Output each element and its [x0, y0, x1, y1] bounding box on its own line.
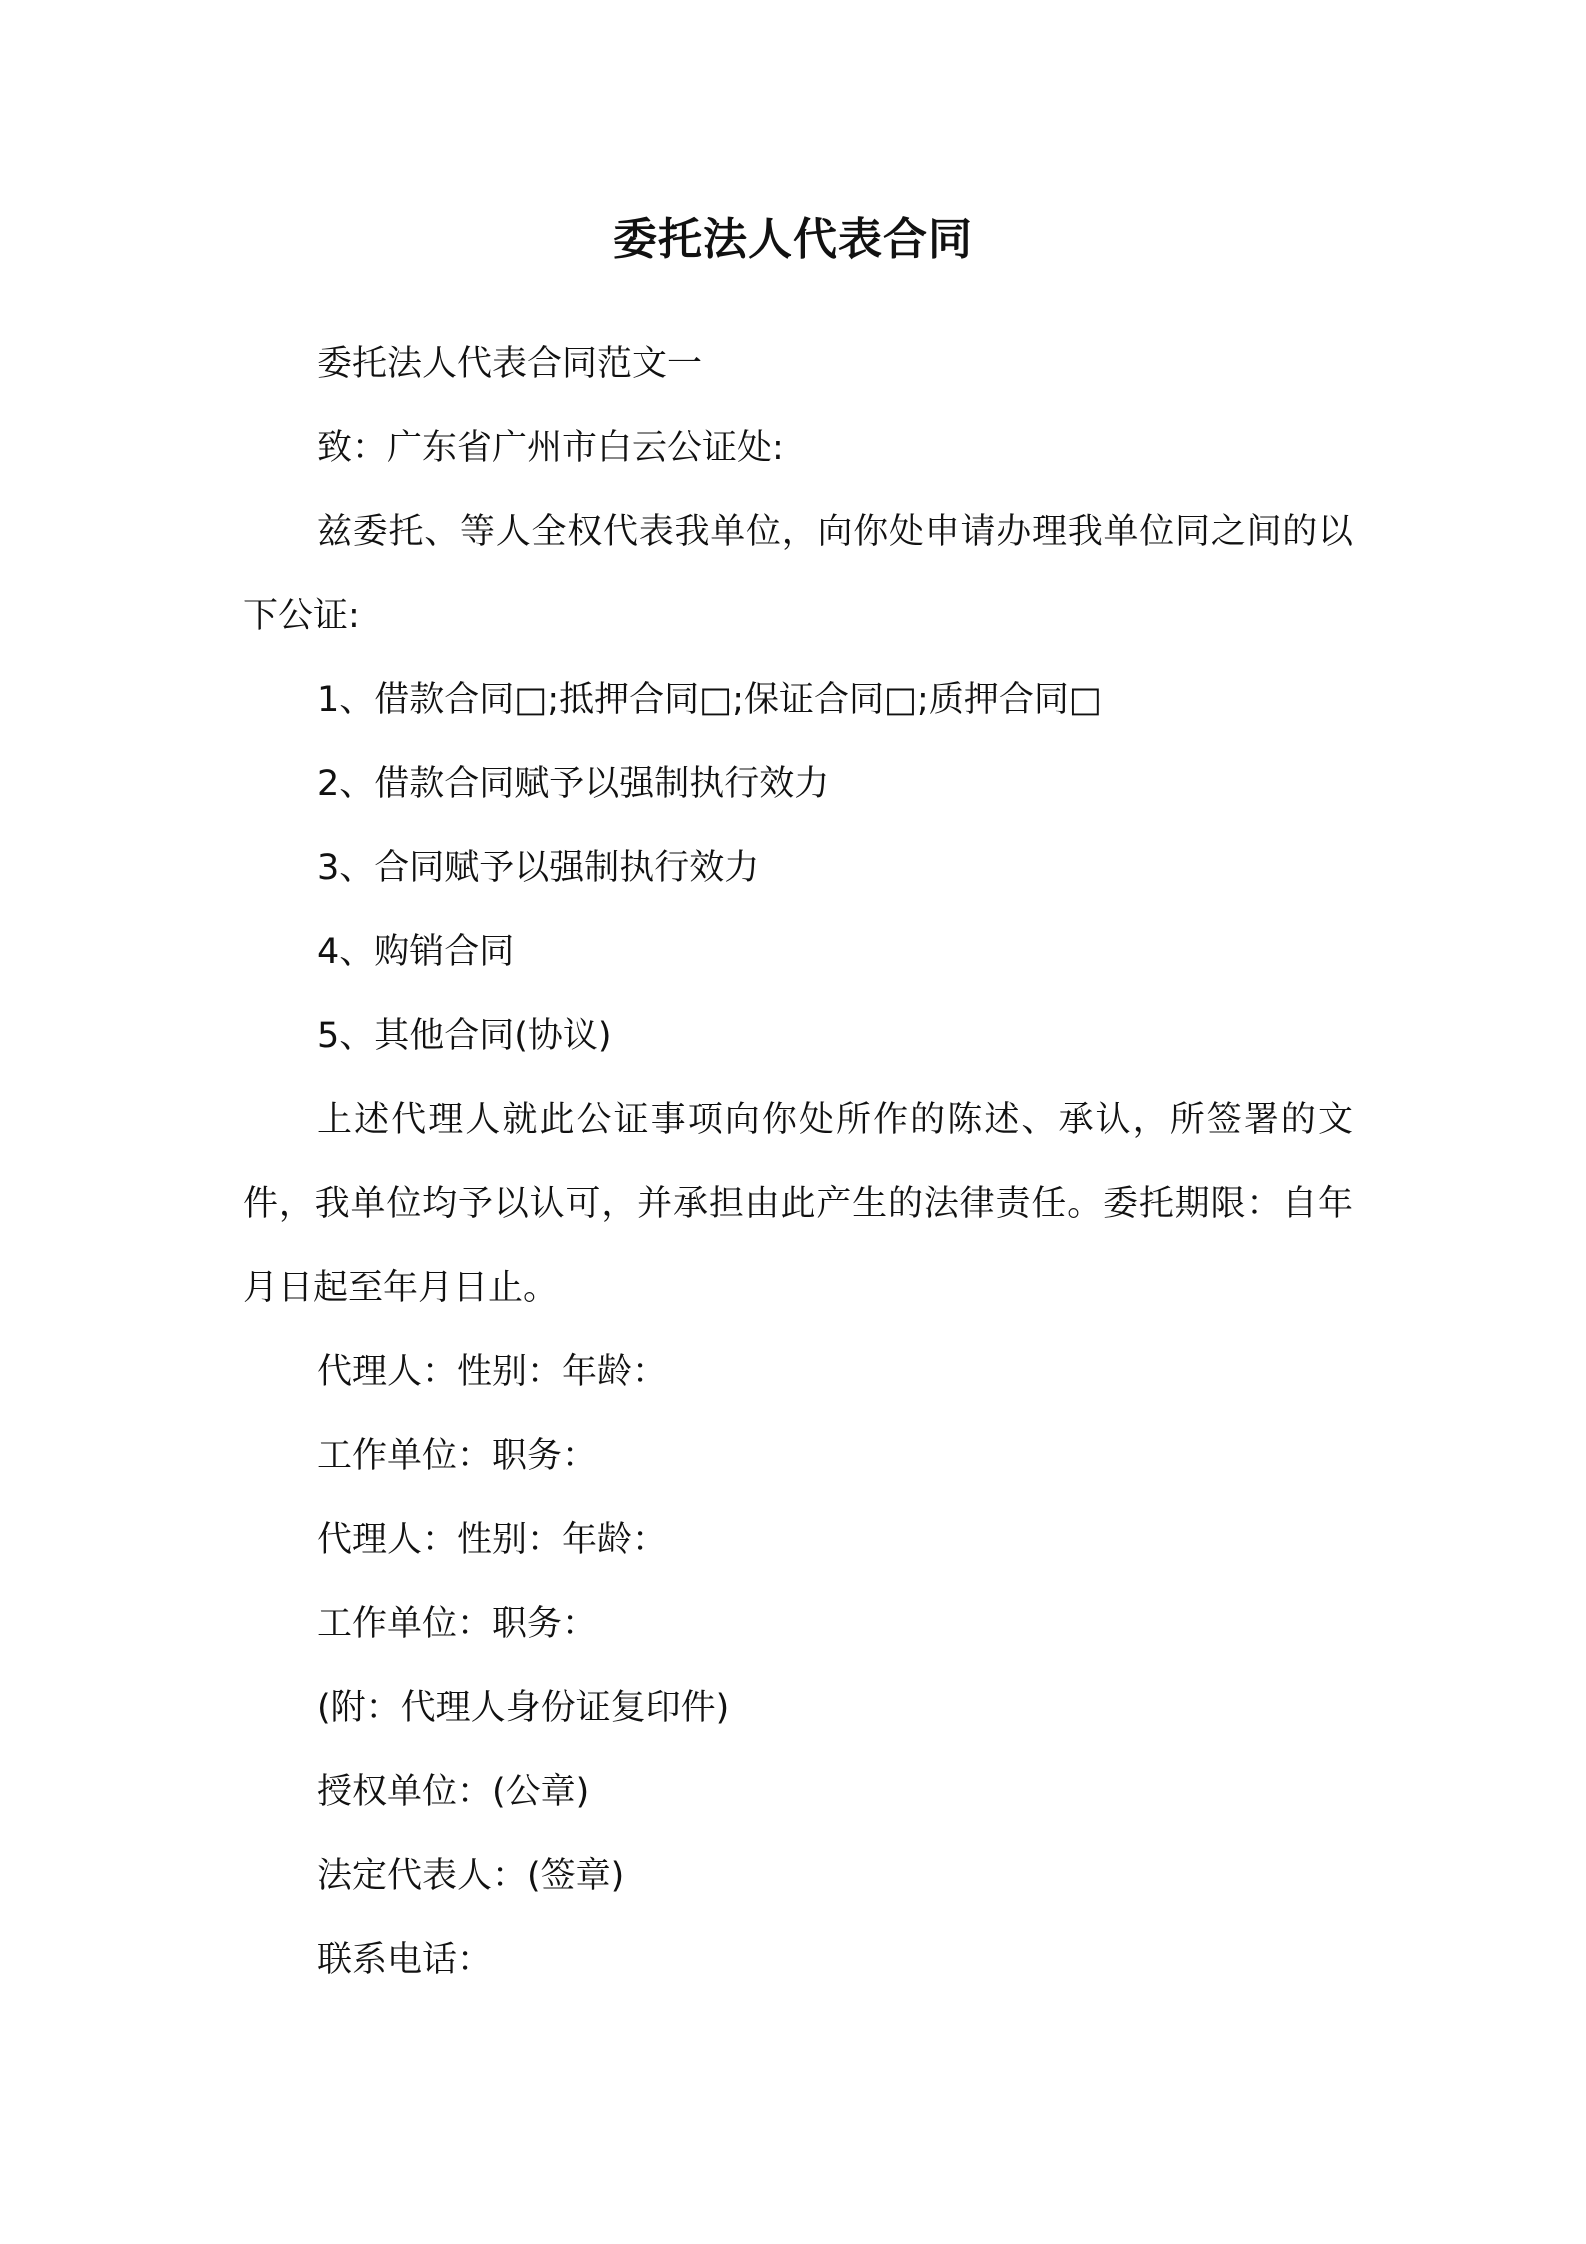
agent-2-work-line: 工作单位：职务：: [317, 1604, 598, 1644]
addressee-line: 致：广东省广州市白云公证处:: [317, 428, 784, 468]
authorizing-unit-line: 授权单位：(公章): [317, 1772, 590, 1812]
item-4-line: 4、购销合同: [317, 932, 515, 972]
item-1-line: 1、借款合同□;抵押合同□;保证合同□;质押合同□: [317, 680, 1102, 720]
agent-2-info-line: 代理人：性别：年龄：: [317, 1520, 668, 1560]
contact-phone-line: 联系电话：: [317, 1940, 493, 1980]
legal-representative-line: 法定代表人：(签章): [317, 1856, 625, 1896]
item-2-line: 2、借款合同赋予以强制执行效力: [317, 764, 830, 804]
subtitle-line: 委托法人代表合同范文一: [317, 344, 703, 384]
attachment-note-line: (附：代理人身份证复印件): [317, 1688, 730, 1728]
document-body: [243, 322, 1353, 2002]
agent-1-work-line: 工作单位：职务：: [317, 1436, 598, 1476]
document-title: 委托法人代表合同: [613, 214, 973, 265]
agent-1-info-line: 代理人：性别：年龄：: [317, 1352, 668, 1392]
item-3-line: 3、合同赋予以强制执行效力: [317, 848, 760, 888]
liability-paragraph: 上述代理人就此公证事项向你处所作的陈述、承认，所签署的文件，我单位均予以认可，并承担由此产生的法律责任。委托期限：自年月日起至年月日止。: [243, 1100, 1353, 1308]
commission-paragraph: 兹委托、等人全权代表我单位，向你处申请办理我单位同之间的以下公证:: [243, 512, 1353, 636]
item-5-line: 5、其他合同(协议): [317, 1016, 612, 1056]
